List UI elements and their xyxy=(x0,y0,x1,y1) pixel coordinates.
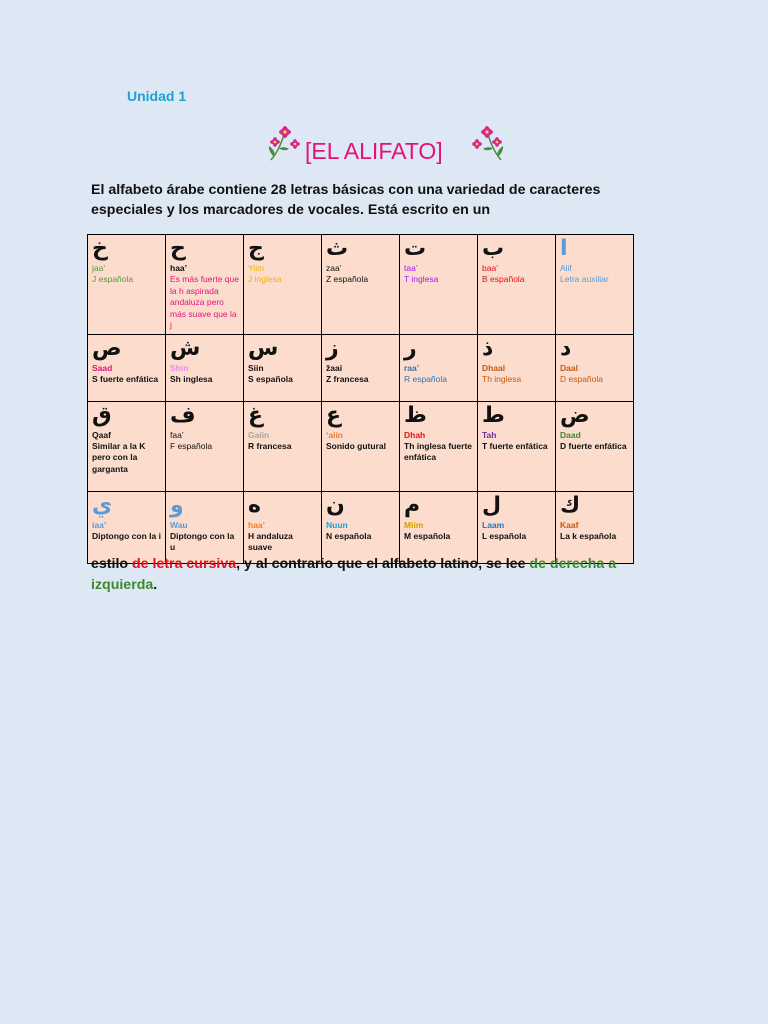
arabic-letter: ل xyxy=(482,492,502,518)
flower-icon xyxy=(265,122,305,164)
flower-icon xyxy=(467,122,507,164)
letter-cell xyxy=(400,235,478,335)
letter-cell xyxy=(322,491,400,563)
arabic-letter: ش xyxy=(170,335,201,361)
letter-pronunciation: S española xyxy=(248,373,293,384)
letter-pronunciation: Th inglesa xyxy=(482,373,522,384)
letter-name: iaa’ xyxy=(92,519,107,530)
letter-pronunciation: J española xyxy=(92,274,134,284)
letter-name: Daal xyxy=(560,362,578,373)
letter-name: Daad xyxy=(560,429,581,440)
arabic-letter: ظ xyxy=(404,402,427,428)
intro-paragraph: El alfabeto árabe contiene 28 letras básicas con una variedad de caracteres especiales y los marcadores de vocales. Está escrito en un xyxy=(91,182,601,218)
outro-text: , y al contrario que el alfabeto latino, se lee xyxy=(236,556,530,572)
letter-pronunciation: La k española xyxy=(560,530,617,541)
letter-pronunciation: S fuerte enfática xyxy=(92,373,159,384)
letter-name: Saad xyxy=(92,362,113,373)
letter-cell xyxy=(166,334,244,401)
letter-pronunciation: Z francesa xyxy=(326,373,369,384)
letter-name: Laam xyxy=(482,519,505,530)
arabic-letter: ض xyxy=(560,402,590,428)
arabic-letter: ه xyxy=(248,492,261,518)
arabic-letter: ذ xyxy=(482,335,494,361)
letter-name: faa’ xyxy=(170,429,184,440)
letter-pronunciation: H andaluza suave xyxy=(248,530,293,552)
arabic-letter: و xyxy=(170,492,184,518)
letter-pronunciation: Es más fuerte que la h aspirada andaluza pero más suave que la j xyxy=(170,274,239,330)
letter-cell xyxy=(400,401,478,491)
letter-cell xyxy=(478,334,556,401)
letter-name: Dhaal xyxy=(482,362,506,373)
letter-name: haa’ xyxy=(248,519,266,530)
letter-name: Wau xyxy=(170,519,188,530)
letter-cell xyxy=(478,235,556,335)
letter-name: taa’ xyxy=(404,263,418,273)
letter-name: Siin xyxy=(248,362,264,373)
title-row xyxy=(265,122,510,164)
letter-cell xyxy=(244,334,322,401)
outro-text: . xyxy=(153,577,158,593)
letter-cell xyxy=(166,491,244,563)
letter-pronunciation: B española xyxy=(482,274,525,284)
arabic-letter: ث xyxy=(326,236,349,261)
letter-name: žaai xyxy=(326,362,343,373)
letter-cell xyxy=(88,401,166,491)
letter-pronunciation: D fuerte enfática xyxy=(560,440,627,451)
letter-cell xyxy=(166,235,244,335)
letter-name: raa’ xyxy=(404,362,420,373)
arabic-letter: د xyxy=(560,335,572,361)
letter-pronunciation: Sonido gutural xyxy=(326,440,386,451)
alphabet-table xyxy=(87,234,634,564)
letter-pronunciation: J inglesa xyxy=(248,274,282,284)
letter-name: Gaiin xyxy=(248,429,270,440)
arabic-letter: ك xyxy=(560,492,581,518)
arabic-letter: ط xyxy=(482,402,505,428)
letter-cell xyxy=(244,491,322,563)
table-row xyxy=(88,334,634,401)
letter-pronunciation: R española xyxy=(404,373,448,384)
letter-name: Qaaf xyxy=(92,429,111,440)
letter-cell xyxy=(400,334,478,401)
arabic-letter: م xyxy=(404,492,421,518)
letter-pronunciation: Z española xyxy=(326,274,369,284)
letter-cell xyxy=(478,491,556,563)
letter-cell xyxy=(166,401,244,491)
letter-cell xyxy=(556,401,634,491)
letter-cell xyxy=(478,401,556,491)
arabic-letter: ص xyxy=(92,335,122,361)
arabic-letter: ب xyxy=(482,236,505,261)
letter-pronunciation: Letra auxiliar xyxy=(560,274,609,284)
table-row xyxy=(88,491,634,563)
page-title: [EL ALIFATO] xyxy=(305,138,443,164)
letter-name: Shin xyxy=(170,362,189,373)
letter-pronunciation: N española xyxy=(326,530,372,541)
arabic-letter: ت xyxy=(404,236,427,261)
arabic-letter: ز xyxy=(326,335,339,361)
letter-pronunciation: L española xyxy=(482,530,527,541)
letter-pronunciation: Th inglesa fuerte enfática xyxy=(404,440,473,462)
letter-name: Miim xyxy=(404,519,424,530)
letter-cell xyxy=(88,235,166,335)
letter-name: Dhah xyxy=(404,429,426,440)
letter-cell xyxy=(322,235,400,335)
letter-pronunciation: M española xyxy=(404,530,451,541)
letter-pronunciation: T inglesa xyxy=(404,274,439,284)
direction-highlight: de derecha a izquierda xyxy=(91,556,617,593)
letter-cell xyxy=(556,235,634,335)
arabic-letter: س xyxy=(248,335,279,361)
letter-name: ‘aiin xyxy=(326,429,344,440)
cursive-highlight: de letra cursiva xyxy=(132,556,237,572)
arabic-letter: ج xyxy=(248,236,264,261)
arabic-letter: ي xyxy=(92,492,113,518)
letter-pronunciation: D española xyxy=(560,373,604,384)
letter-pronunciation: F española xyxy=(170,440,213,451)
table-row xyxy=(88,401,634,491)
letter-cell xyxy=(400,491,478,563)
outro-paragraph xyxy=(91,554,651,596)
letter-pronunciation: T fuerte enfática xyxy=(482,440,548,451)
letter-cell xyxy=(88,491,166,563)
letter-name: Yiim xyxy=(248,263,265,273)
letter-cell xyxy=(556,334,634,401)
letter-name: jaa’ xyxy=(92,263,106,273)
letter-cell xyxy=(88,334,166,401)
table-row xyxy=(88,235,634,335)
arabic-letter: ا xyxy=(560,236,568,261)
letter-cell xyxy=(322,334,400,401)
letter-cell xyxy=(322,401,400,491)
letter-pronunciation: Diptongo con la u xyxy=(170,530,235,552)
letter-name: zaa’ xyxy=(326,263,342,273)
letter-pronunciation: Similar a la K pero con la garganta xyxy=(92,440,146,474)
letter-cell xyxy=(244,401,322,491)
letter-pronunciation: R francesa xyxy=(248,440,292,451)
arabic-letter: ح xyxy=(170,236,186,261)
letter-name: haa’ xyxy=(170,263,188,273)
arabic-letter: غ xyxy=(248,402,264,428)
arabic-letter: ع xyxy=(326,402,342,428)
arabic-letter: ق xyxy=(92,402,112,428)
outro-text: estilo xyxy=(91,556,132,572)
letter-name: Nuun xyxy=(326,519,348,530)
letter-pronunciation: Diptongo con la i xyxy=(92,530,161,541)
arabic-letter: ن xyxy=(326,492,345,518)
letter-name: Kaaf xyxy=(560,519,579,530)
arabic-letter: ف xyxy=(170,402,196,428)
unit-heading: Unidad 1 xyxy=(127,88,187,104)
letter-pronunciation: Sh inglesa xyxy=(170,373,213,384)
arabic-letter: ر xyxy=(404,335,417,361)
letter-name: baa’ xyxy=(482,263,499,273)
letter-name: Tah xyxy=(482,429,497,440)
letter-name: Alif xyxy=(560,263,572,273)
letter-cell xyxy=(556,491,634,563)
letter-cell xyxy=(244,235,322,335)
arabic-letter: خ xyxy=(92,236,108,261)
